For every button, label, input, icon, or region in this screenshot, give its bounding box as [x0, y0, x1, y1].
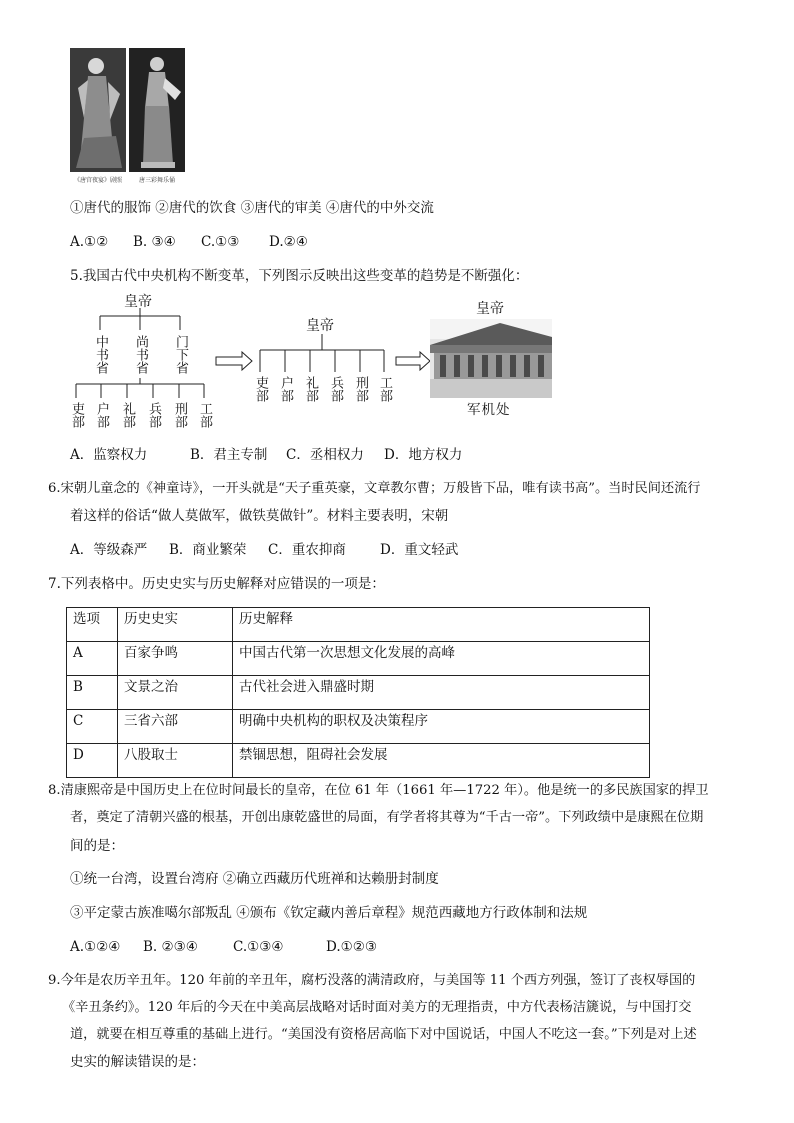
q9-stem-line3: 道，就要在相互尊重的基础上进行。“美国没有资格居高临下对中国说话，中国人不吃这一套。”下列是对上述 [70, 1027, 697, 1042]
q8-item1: ①统一台湾，设置台湾府 ②确立西藏历代班禅和达赖册封制度 [70, 871, 439, 887]
cell-option: C [67, 710, 118, 744]
q4-option-b: B. ③④ [133, 234, 176, 250]
q6-option-d: D．重文轻武 [380, 542, 459, 558]
cell-option: D [67, 744, 118, 778]
cell-option: B [67, 676, 118, 710]
junjichu-photo [430, 319, 552, 398]
diagram-emperor-middle: 皇帝 [306, 318, 334, 334]
cell-explanation: 古代社会进入鼎盛时期 [233, 676, 650, 710]
q6-stem-line2: 着这样的俗话“做人莫做军，做铁莫做针”。材料主要表明，宋朝 [70, 508, 449, 524]
diagram-emperor-right: 皇帝 [476, 301, 504, 317]
q5-option-a: A．监察权力 [70, 447, 148, 463]
q8-item2: ③平定蒙古族准噶尔部叛乱 ④颁布《钦定藏内善后章程》规范西藏地方行政体制和法规 [70, 905, 588, 921]
table-row [67, 642, 650, 676]
q9-stem-line2: 《辛丑条约》。120 年后的今天在中美高层战略对话时面对美方的无理指责，中方代表杨洁篪说，与中国打交 [62, 1000, 692, 1015]
ministry-li-personnel-mid: 吏部 [253, 376, 268, 402]
ministry-bing-mid: 兵部 [328, 376, 343, 402]
header-fact: 历史史实 [118, 608, 233, 642]
ministry-gong-left: 工部 [197, 402, 212, 428]
cell-explanation: 禁锢思想，阻碍社会发展 [233, 744, 650, 778]
q5-stem: 5.我国古代中央机构不断变革，下列图示反映出这些变革的趋势是不断强化： [70, 268, 529, 284]
cell-explanation: 中国古代第一次思想文化发展的高峰 [233, 642, 650, 676]
ministry-bing-left: 兵部 [146, 402, 161, 428]
cell-option: A [67, 642, 118, 676]
dept-shangshu: 尚书省 [133, 334, 148, 374]
q5-option-c: C．丞相权力 [286, 447, 364, 463]
q7-stem: 7.下列表格中。历史史实与历史解释对应错误的一项是： [48, 576, 385, 592]
ministry-hu-mid: 户部 [278, 376, 293, 402]
q4-option-d: D.②④ [269, 234, 308, 250]
cell-fact: 八股取士 [118, 744, 233, 778]
dept-menxia: 门下省 [173, 334, 188, 374]
header-explanation: 历史解释 [233, 608, 650, 642]
ministry-li-rites-mid: 礼部 [303, 376, 318, 402]
table-header-row [67, 608, 650, 642]
history-table [66, 607, 650, 778]
q4-items: ①唐代的服饰 ②唐代的饮食 ③唐代的审美 ④唐代的中外交流 [70, 200, 434, 216]
ministry-li-rites-left: 礼部 [120, 402, 135, 428]
cell-fact: 文景之治 [118, 676, 233, 710]
ministry-xing-left: 刑部 [172, 402, 187, 428]
q6-option-c: C．重农抑商 [268, 542, 346, 558]
table-row [67, 676, 650, 710]
table-row [67, 710, 650, 744]
q4-option-a: A.①② [70, 234, 109, 250]
ministry-hu-left: 户部 [94, 402, 109, 428]
q9-stem-line4: 史实的解读错误的是： [70, 1054, 205, 1070]
dept-zhongshu: 中书省 [93, 334, 108, 374]
q6-option-b: B．商业繁荣 [169, 542, 247, 558]
image-caption-right: 唐三彩舞乐俑 [139, 177, 176, 184]
q8-option-c: C.①③④ [233, 939, 284, 955]
q8-stem-line2: 者，奠定了清朝兴盛的根基，开创出康乾盛世的局面，有学者将其尊为“千古一帝”。下列政绩中是康熙在位期 [70, 810, 704, 825]
photo-tang-palace-banquet [70, 48, 126, 172]
photo-tang-sancai-figurine [129, 48, 185, 172]
ministry-gong-mid: 工部 [377, 376, 392, 402]
q8-stem-line3: 间的是： [70, 838, 124, 854]
header-option: 选项 [67, 608, 118, 642]
cell-fact: 三省六部 [118, 710, 233, 744]
q5-option-b: B．君主专制 [190, 447, 268, 463]
q4-option-c: C.①③ [201, 234, 240, 250]
table-row [67, 744, 650, 778]
q5-option-d: D．地方权力 [384, 447, 463, 463]
ministry-li-personnel-left: 吏部 [69, 402, 84, 428]
q9-stem-line1: 9.今年是农历辛丑年。120 年前的辛丑年，腐朽没落的满清政府，与美国等 11 个西方列强，签订了丧权辱国的 [48, 973, 696, 988]
cell-fact: 百家争鸣 [118, 642, 233, 676]
junjichu-label: 军机处 [467, 402, 511, 418]
q8-option-b: B. ②③④ [143, 939, 198, 955]
q8-option-d: D.①②③ [326, 939, 377, 955]
q8-stem-line1: 8.清康熙帝是中国历史上在位时间最长的皇帝，在位 61 年（1661 年—1722 年）。他是统一的多民族国家的捍卫 [48, 783, 709, 798]
ministry-xing-mid: 刑部 [353, 376, 368, 402]
image-caption-left: 《唐宫夜宴》剧照 [74, 177, 123, 184]
diagram-emperor-left: 皇帝 [124, 294, 152, 310]
q6-stem-line1: 6.宋朝儿童念的《神童诗》，一开头就是“天子重英豪，文章教尔曹；万般皆下品，唯有读书高”。当时民间还流行 [48, 481, 701, 496]
cell-explanation: 明确中央机构的职权及决策程序 [233, 710, 650, 744]
q8-option-a: A.①②④ [70, 939, 121, 955]
q6-option-a: A．等级森严 [70, 542, 148, 558]
